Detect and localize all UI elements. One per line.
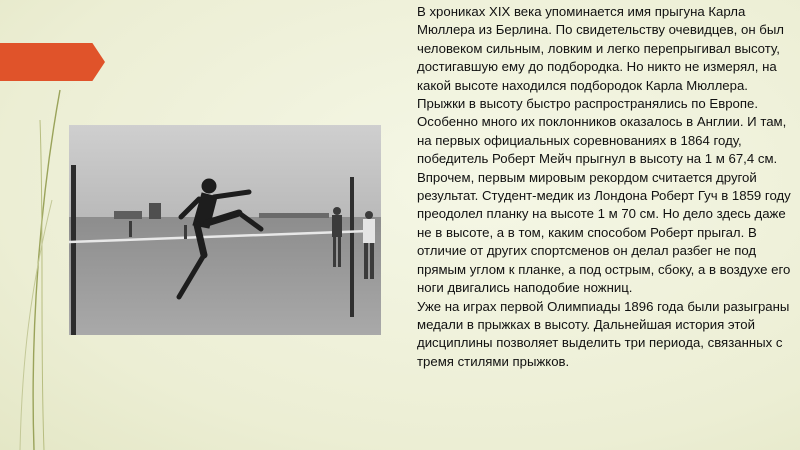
- paragraph-europe: Прыжки в высоту быстро распространялись по Европе. Особенно много их поклонников оказалось в Англии. И там, на первых официальных соревнованиях в 1864 году, победитель Роберт Мейч прыгнул в высоту на 1 м 67,4 см.: [417, 96, 787, 167]
- paragraph-gooch: Впрочем, первым мировым рекордом считается другой результат. Студент-медик из Лондона Роберт Гуч в 1859 году преодолел планку на высоте 1 м 70 см. Но дело здесь даже не в высоте, а в том, каким способом Роберт прыгал. В отличие от других спортсменов он делал разбег не под прямым углом к планке, а под острым, сбоку, а в воздухе его ноги двигались наподобие ножниц.: [417, 169, 791, 296]
- paragraph-muller: В хрониках XIX века упоминается имя прыгуна Карла Мюллера из Берлина. По свидетельству очевидцев, он был человеком сильным, ловким и легко перепрыгивал высоту, достигавшую ему до подбородка. Но никто не измерял, на какой высоте находился подбородок Карла Мюллера.: [417, 4, 784, 93]
- high-jump-photo: [69, 125, 381, 335]
- accent-arrow-shape: [0, 43, 105, 81]
- paragraph-olympics: Уже на играх первой Олимпиады 1896 года были разыграны медали в прыжках в высоту. Дальнейшая история этой дисциплины позволяет выделить три периода, связанных с тремя стилями прыжков.: [417, 298, 790, 369]
- slide-text: [417, 3, 797, 371]
